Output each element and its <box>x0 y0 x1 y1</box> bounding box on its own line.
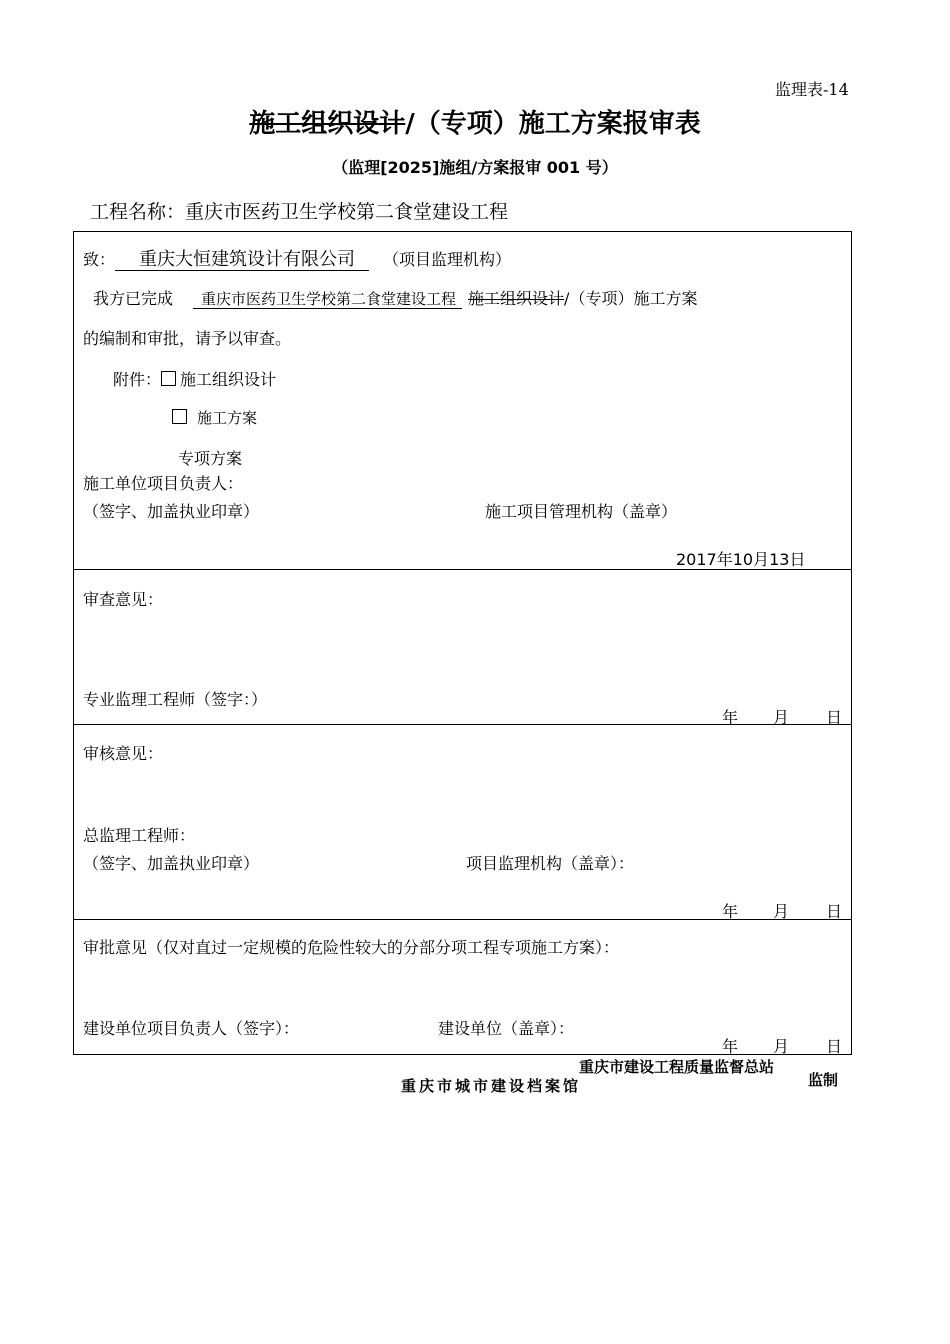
contractor-org-seal: 施工项目管理机构（盖章） <box>485 502 678 521</box>
approval-date-year: 年 <box>722 1037 739 1056</box>
title-struck-part: 施工组织设计 <box>249 109 406 139</box>
audit-opinion-label: 审核意见： <box>83 744 164 763</box>
attachment-label: 附件： <box>113 370 162 389</box>
archive-name: 重庆市城市建设档案馆 <box>401 1077 582 1095</box>
chief-engineer-label: 总监理工程师： <box>83 826 196 845</box>
completion-suffix: /（专项）施工方案 <box>564 289 698 308</box>
date-month: 10 <box>732 550 754 569</box>
submission-date <box>676 547 805 570</box>
addressee-row <box>83 245 511 271</box>
approval-opinion-label: 审批意见（仅对直过一定规模的危险性较大的分部分项工程专项施工方案）： <box>83 938 620 957</box>
completion-prefix: 我方已完成 <box>93 289 174 308</box>
project-label: 工程名称： <box>90 201 186 223</box>
contractor-responsible-label: 施工单位项目负责人： <box>83 474 244 493</box>
document-number: （监理[2025]施组/方案报审 001 号） <box>332 158 618 177</box>
attachment-2 <box>172 407 257 428</box>
checkbox[interactable] <box>172 409 187 424</box>
review-date-year: 年 <box>722 708 739 727</box>
approval-date-day: 日 <box>826 1037 843 1056</box>
attachment-1 <box>113 367 276 390</box>
owner-seal-label: 建设单位（盖章）： <box>438 1019 575 1038</box>
checkbox[interactable] <box>161 371 176 386</box>
page-title <box>0 103 950 140</box>
audit-date-day: 日 <box>826 902 843 921</box>
completion-line <box>93 286 697 309</box>
date-day-unit: 日 <box>789 550 806 569</box>
audit-date-year: 年 <box>722 902 739 921</box>
date-day: 13 <box>769 550 790 569</box>
form-code: 监理表-14 <box>775 80 849 99</box>
date-year-unit: 年 <box>716 550 733 569</box>
date-month-unit: 月 <box>753 550 770 569</box>
chief-sign-note: （签字、加盖执业印章） <box>83 854 260 873</box>
review-date-day: 日 <box>826 708 843 727</box>
completion-line-2: 的编制和审批，请予以审查。 <box>83 329 292 348</box>
made-by-label: 监制 <box>808 1071 839 1089</box>
to-label: 致： <box>83 250 116 269</box>
supervision-org-seal: 项目监理机构（盖章）： <box>466 854 635 873</box>
owner-responsible-label: 建设单位项目负责人（签字）： <box>83 1019 300 1038</box>
completion-project: 重庆市医药卫生学校第二食堂建设工程 <box>193 290 462 309</box>
approval-date-month: 月 <box>773 1037 790 1056</box>
addressee-suffix: （项目监理机构） <box>383 250 512 269</box>
specialist-engineer-label: 专业监理工程师（签字：） <box>83 690 268 709</box>
project-name-row <box>90 197 508 224</box>
supervision-station-name: 重庆市建设工程质量监督总站 <box>579 1058 775 1076</box>
title-rest: /（专项）施工方案报审表 <box>405 109 701 139</box>
review-opinion-label: 审查意见： <box>83 590 164 609</box>
attachment-2-label: 施工方案 <box>197 409 258 427</box>
addressee-value: 重庆大恒建筑设计有限公司 <box>115 249 369 271</box>
review-date-month: 月 <box>773 708 790 727</box>
contractor-sign-note: （签字、加盖执业印章） <box>83 502 260 521</box>
completion-struck: 施工组织设计 <box>468 289 565 308</box>
audit-date-month: 月 <box>773 902 790 921</box>
project-name: 重庆市医药卫生学校第二食堂建设工程 <box>185 201 509 223</box>
date-year: 2017 <box>676 550 717 569</box>
attachment-1-label: 施工组织设计 <box>180 370 277 389</box>
attachment-3-label: 专项方案 <box>178 449 243 468</box>
